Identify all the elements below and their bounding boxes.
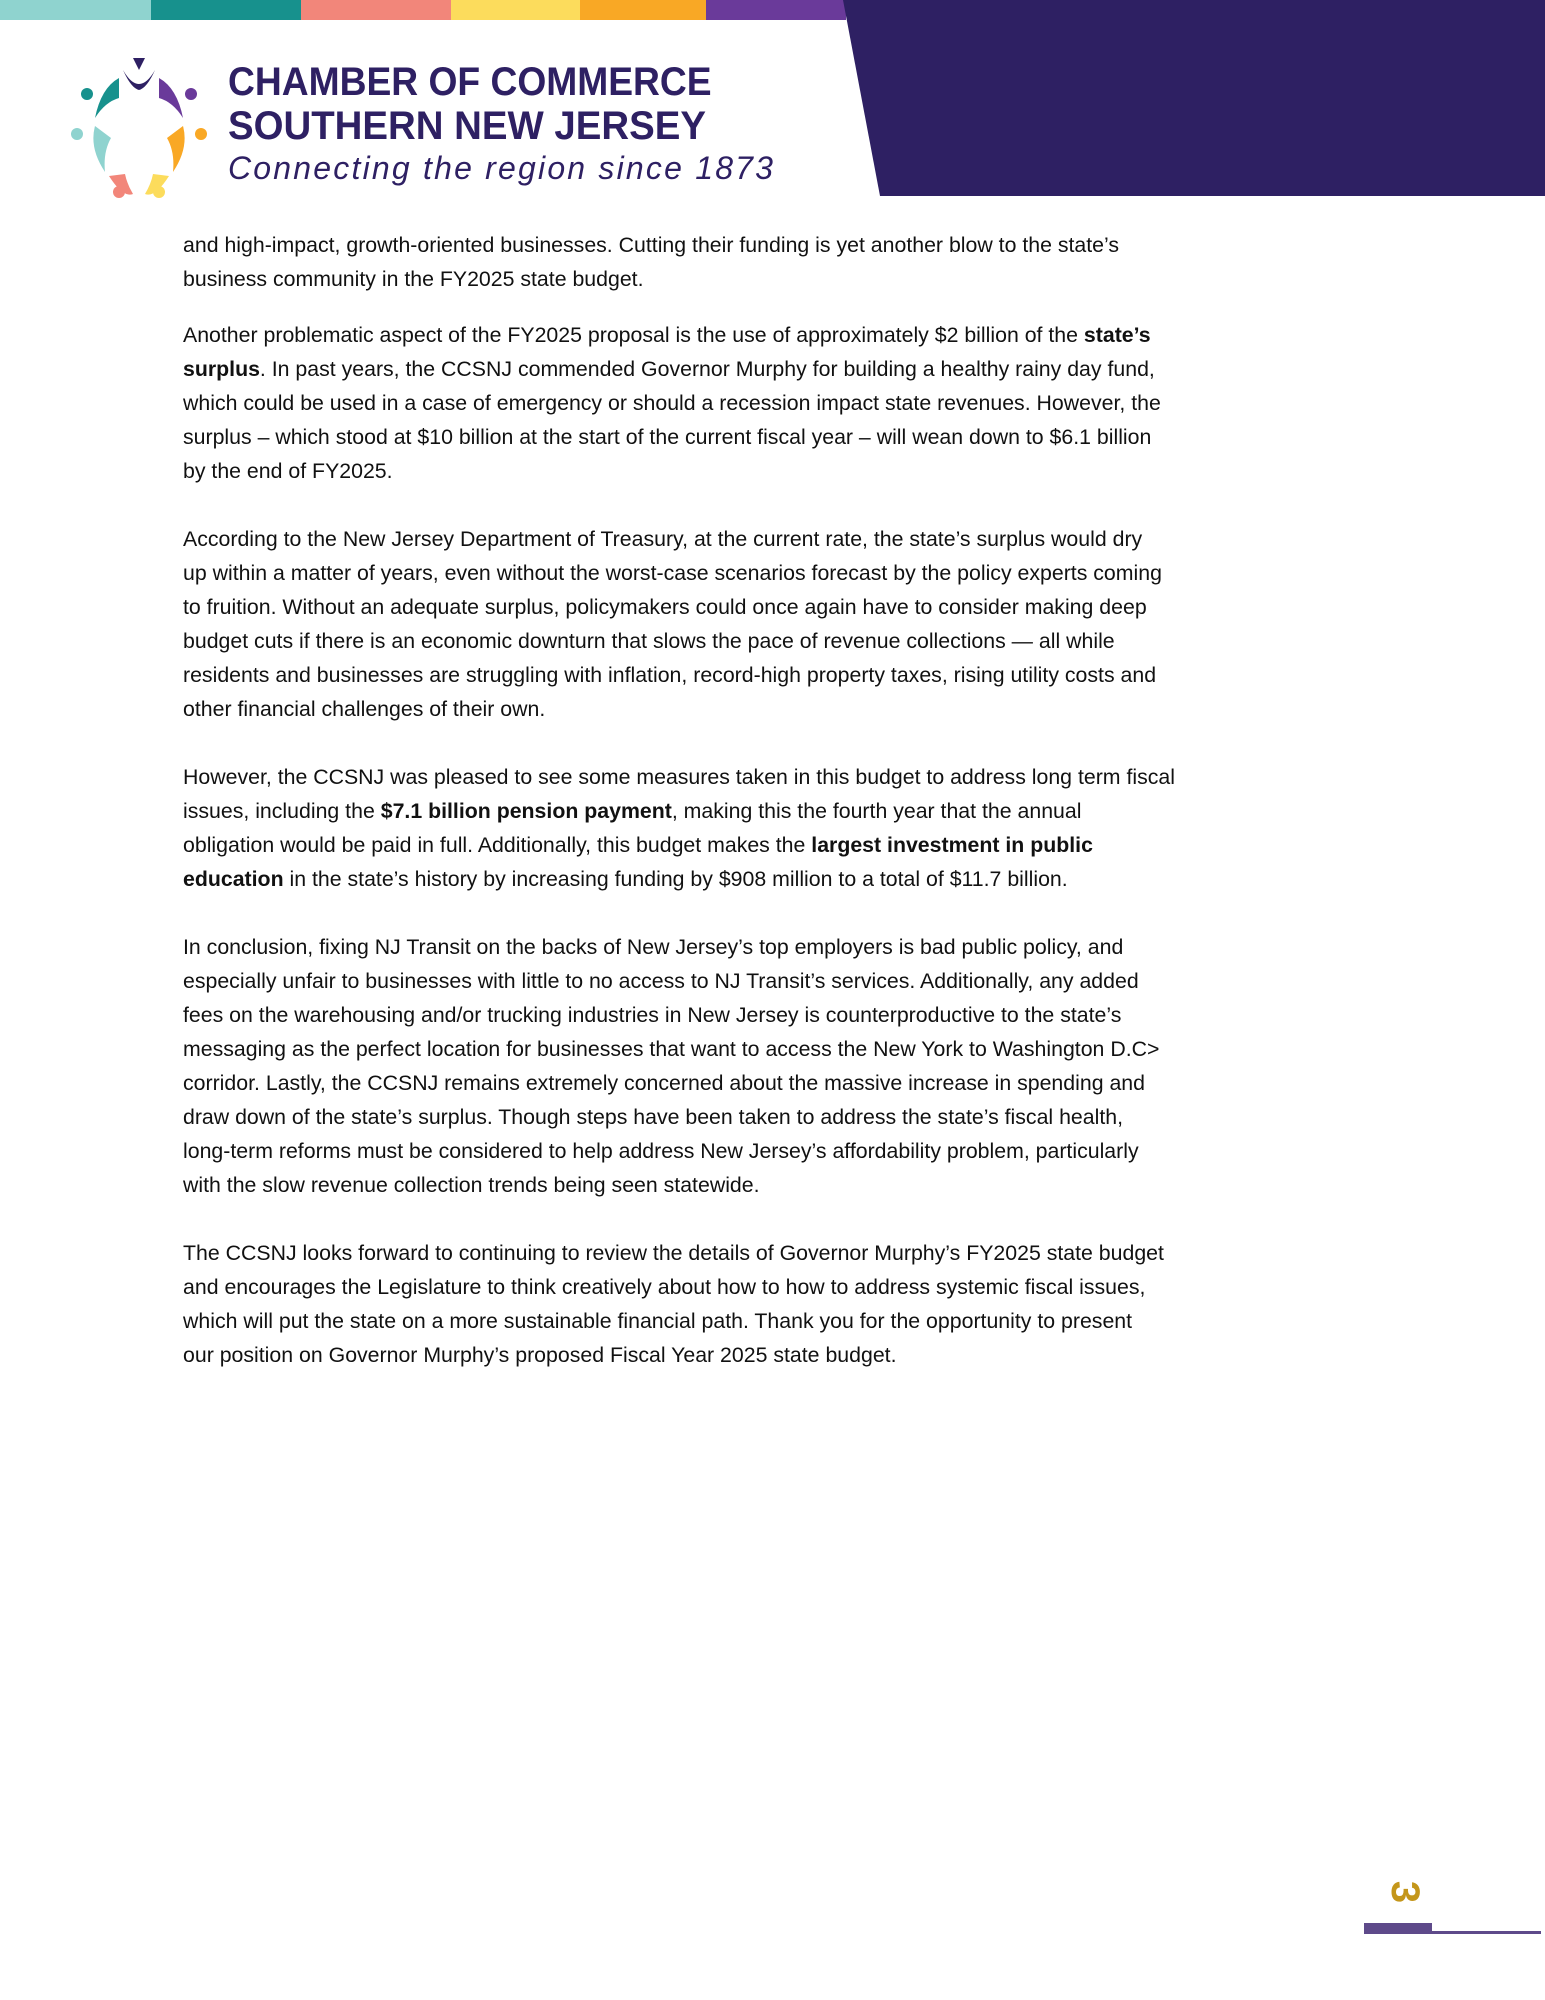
- text-run: surplus – which stood at $10 billion at the start of the current fiscal year – will wean down to $6.1 billion: [183, 425, 1152, 449]
- text-line: [183, 1168, 1383, 1202]
- text-line: [183, 828, 1383, 862]
- text-run: to fruition. Without an adequate surplus, policymakers could once again have to consider making deep: [183, 595, 1147, 619]
- text-line: [183, 318, 1383, 352]
- text-line: [183, 1066, 1383, 1100]
- text-run: corridor. Lastly, the CCSNJ remains extremely concerned about the massive increase in spending and: [183, 1071, 1145, 1095]
- text-run: and encourages the Legislature to think creatively about how to how to address systemic fiscal issues,: [183, 1275, 1146, 1299]
- bold-text: $7.1 billion pension payment: [380, 799, 672, 823]
- color-stripe: [451, 0, 580, 20]
- text-line: [183, 964, 1383, 998]
- footer-accent-bar: [1364, 1923, 1432, 1934]
- text-run: with the slow revenue collection trends being seen statewide.: [183, 1173, 760, 1197]
- text-run: our position on Governor Murphy’s proposed Fiscal Year 2025 state budget.: [183, 1343, 897, 1367]
- text-line: [183, 1134, 1383, 1168]
- text-line: [183, 228, 1383, 262]
- text-run: by the end of FY2025.: [183, 459, 393, 483]
- color-stripe: [301, 0, 451, 20]
- text-line: [183, 760, 1383, 794]
- paragraph: [183, 318, 1383, 488]
- text-line: [183, 1032, 1383, 1066]
- bold-text: surplus: [183, 357, 260, 381]
- text-run: long-term reforms must be considered to help address New Jersey’s affordability problem, particularly: [183, 1139, 1139, 1163]
- footer-rule: [1432, 1931, 1541, 1934]
- color-stripe: [706, 0, 846, 20]
- bold-text: education: [183, 867, 284, 891]
- text-run: However, the CCSNJ was pleased to see some measures taken in this budget to address long term fiscal: [183, 765, 1175, 789]
- text-run: issues, including the: [183, 799, 381, 823]
- text-line: [183, 692, 1383, 726]
- text-run: According to the New Jersey Department of Treasury, at the current rate, the state’s surplus would dry: [183, 527, 1143, 551]
- text-line: [183, 352, 1383, 386]
- text-line: [183, 522, 1383, 556]
- text-line: [183, 556, 1383, 590]
- text-run: draw down of the state’s surplus. Though steps have been taken to address the state’s fiscal health,: [183, 1105, 1124, 1129]
- text-run: up within a matter of years, even without the worst-case scenarios forecast by the policy experts coming: [183, 561, 1162, 585]
- text-run: which will put the state on a more sustainable financial path. Thank you for the opportunity to present: [183, 1309, 1133, 1333]
- text-line: [183, 386, 1383, 420]
- paragraph: [183, 930, 1383, 1202]
- color-stripe: [580, 0, 706, 20]
- text-run: in the state’s history by increasing funding by $908 million to a total of $11.7 billion.: [283, 867, 1068, 891]
- text-run: . In past years, the CCSNJ commended Governor Murphy for building a healthy rainy day fund,: [259, 357, 1155, 381]
- paragraph: [183, 228, 1383, 296]
- text-run: and high-impact, growth-oriented businesses. Cutting their funding is yet another blow to the state’s: [183, 233, 1120, 257]
- text-line: [183, 862, 1383, 896]
- text-run: In conclusion, fixing NJ Transit on the backs of New Jersey’s top employers is bad public policy, and: [183, 935, 1124, 959]
- text-run: Another problematic aspect of the FY2025 proposal is the use of approximately $2 billion of the: [183, 323, 1084, 347]
- document-body: [183, 228, 1383, 1406]
- paragraph: [183, 1236, 1383, 1372]
- text-line: [183, 420, 1383, 454]
- chamber-logo-icon: [68, 52, 210, 200]
- text-line: [183, 930, 1383, 964]
- bold-text: state’s: [1083, 323, 1151, 347]
- color-stripe: [0, 0, 151, 20]
- text-run: budget cuts if there is an economic downturn that slows the pace of revenue collections — all while: [183, 629, 1115, 653]
- paragraph: [183, 760, 1383, 896]
- text-line: [183, 1270, 1383, 1304]
- text-line: [183, 998, 1383, 1032]
- text-line: [183, 454, 1383, 488]
- text-run: messaging as the perfect location for businesses that want to access the New York to Washington D.C>: [183, 1037, 1160, 1061]
- logo-tagline: Connecting the region since 1873: [228, 150, 776, 186]
- text-line: [183, 1338, 1383, 1372]
- text-line: [183, 262, 1383, 296]
- text-line: [183, 590, 1383, 624]
- text-run: residents and businesses are struggling with inflation, record-high property taxes, rising utility costs and: [183, 663, 1157, 687]
- text-run: other financial challenges of their own.: [183, 697, 546, 721]
- text-line: [183, 658, 1383, 692]
- text-run: which could be used in a case of emergency or should a recession impact state revenues. However, the: [183, 391, 1161, 415]
- logo-title-line2: SOUTHERN NEW JERSEY: [228, 104, 706, 148]
- text-line: [183, 624, 1383, 658]
- text-run: , making this the fourth year that the annual: [671, 799, 1082, 823]
- text-line: [183, 794, 1383, 828]
- text-run: fees on the warehousing and/or trucking industries in New Jersey is counterproductive to the state’s: [183, 1003, 1122, 1027]
- paragraph: [183, 522, 1383, 726]
- text-line: [183, 1236, 1383, 1270]
- text-line: [183, 1304, 1383, 1338]
- text-run: obligation would be paid in full. Additionally, this budget makes the: [183, 833, 812, 857]
- page-number: 3: [1383, 1880, 1427, 1904]
- bold-text: largest investment in public: [811, 833, 1093, 857]
- text-run: especially unfair to businesses with little to no access to NJ Transit’s services. Additionally, any added: [183, 969, 1139, 993]
- logo-title-line1: CHAMBER OF COMMERCE: [228, 60, 712, 104]
- header-banner: [843, 0, 1545, 196]
- color-stripe: [151, 0, 301, 20]
- text-line: [183, 1100, 1383, 1134]
- text-run: business community in the FY2025 state budget.: [183, 267, 644, 291]
- text-run: The CCSNJ looks forward to continuing to review the details of Governor Murphy’s FY2025 state budget: [183, 1241, 1164, 1265]
